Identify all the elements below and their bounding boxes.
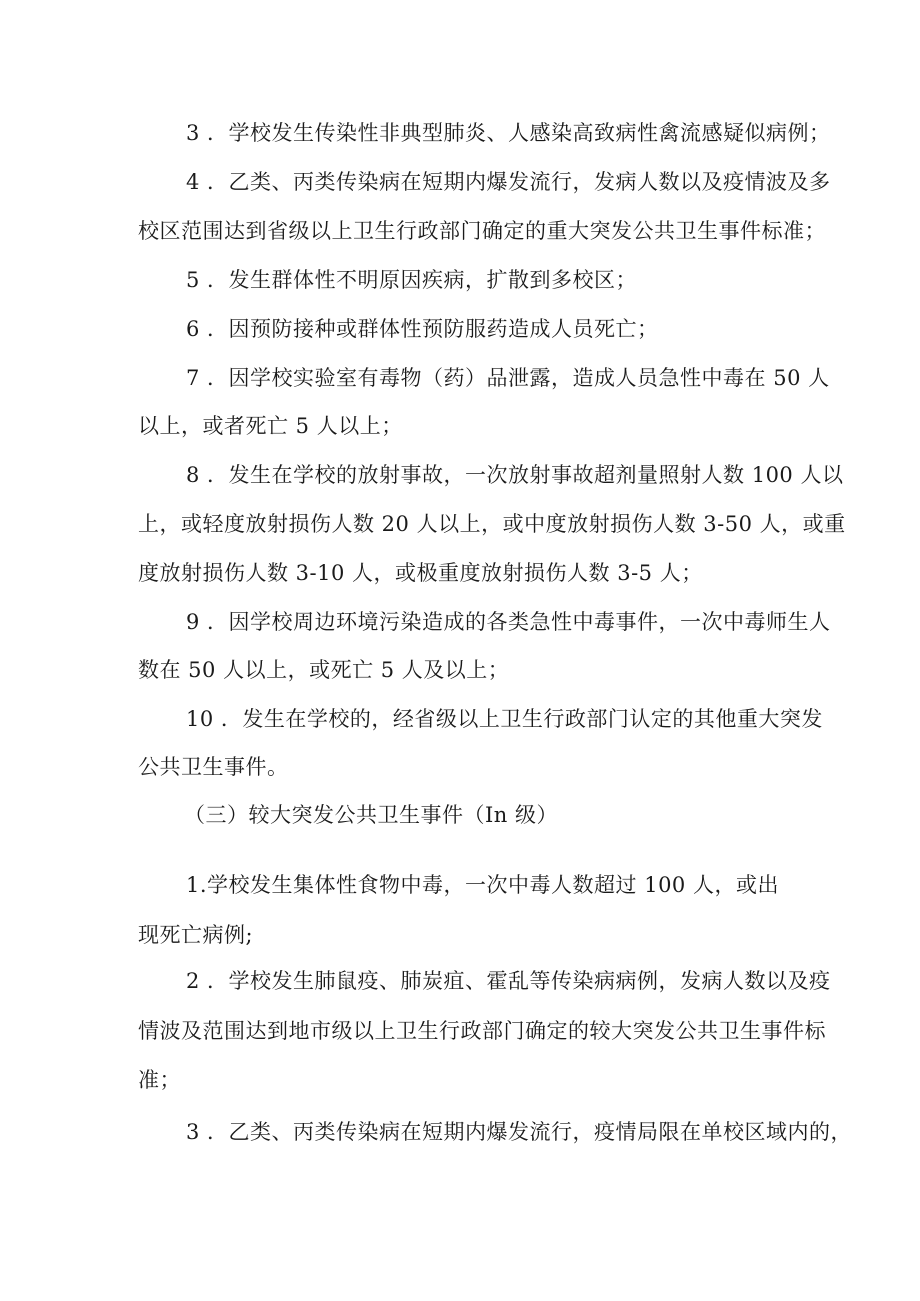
paragraph-3-line-1: 3 ．学校发生传染性非典型肺炎、人感染高致病性禽流感疑似病例；: [186, 121, 831, 145]
paragraph-b2-line-2: 情波及范围达到地市级以上卫生行政部门确定的较大突发公共卫生事件标: [138, 1019, 826, 1043]
paragraph-b1-line-1: 1.学校发生集体性食物中毒，一次中毒人数超过 100 人，或出: [186, 873, 779, 897]
paragraph-10-line-1: 10 ．发生在学校的，经省级以上卫生行政部门认定的其他重大突发: [186, 707, 823, 731]
paragraph-4-line-1: 4 ．乙类、丙类传染病在短期内爆发流行，发病人数以及疫情波及多: [186, 170, 831, 194]
paragraph-8-line-1: 8 ．发生在学校的放射事故，一次放射事故超剂量照射人数 100 人以: [186, 463, 844, 487]
paragraph-6-line-1: 6 ．因预防接种或群体性预防服药造成人员死亡；: [186, 317, 659, 341]
paragraph-b3-line-1: 3 ．乙类、丙类传染病在短期内爆发流行，疫情局限在单校区域内的，: [186, 1120, 853, 1144]
paragraph-10-line-2: 公共卫生事件。: [138, 755, 289, 779]
paragraph-7-line-2: 以上，或者死亡 5 人以上；: [138, 414, 403, 438]
paragraph-4-line-2: 校区范围达到省级以上卫生行政部门确定的重大突发公共卫生事件标准；: [138, 219, 826, 243]
paragraph-b2-line-1: 2 ．学校发生肺鼠疫、肺炭疽、霍乱等传染病病例，发病人数以及疫: [186, 969, 831, 993]
paragraph-b1-line-2: 现死亡病例;: [138, 923, 254, 947]
section-heading: （三）较大突发公共卫生事件（In 级）: [184, 803, 558, 827]
paragraph-5-line-1: 5 ．发生群体性不明原因疾病，扩散到多校区；: [186, 268, 638, 292]
paragraph-9-line-2: 数在 50 人以上，或死亡 5 人及以上；: [138, 658, 510, 682]
paragraph-8-line-3: 度放射损伤人数 3-10 人，或极重度放射损伤人数 3-5 人；: [138, 561, 703, 585]
paragraph-8-line-2: 上，或轻度放射损伤人数 20 人以上，或中度放射损伤人数 3-50 人，或重: [138, 512, 846, 536]
paragraph-7-line-1: 7 ．因学校实验室有毒物（药）品泄露，造成人员急性中毒在 50 人: [186, 366, 830, 390]
paragraph-9-line-1: 9 ．因学校周边环境污染造成的各类急性中毒事件，一次中毒师生人: [186, 610, 831, 634]
paragraph-b2-line-3: 准；: [138, 1068, 181, 1092]
